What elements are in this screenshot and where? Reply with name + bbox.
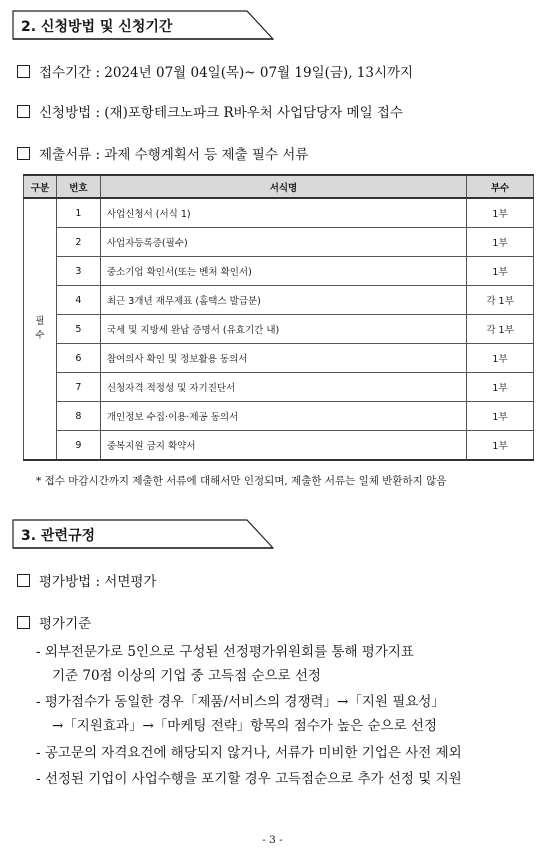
section3-heading (12, 519, 274, 549)
criteria-bullet-continuation: →「지원효과」→「마케팅 전략」항목의 점수가 높은 순으로 선정 (52, 718, 437, 734)
header-form-name: 서식명 (100, 175, 466, 198)
section3-item-evaluation-criteria (17, 612, 91, 632)
table-row (24, 402, 534, 431)
row-copies: 각 1부 (467, 315, 534, 344)
item-text: 평가기준 (39, 616, 92, 632)
row-copies: 1부 (467, 257, 534, 286)
row-form-name: 개인정보 수집·이용·제공 동의서 (100, 402, 466, 431)
row-copies: 1부 (467, 198, 534, 228)
item-text: 평가방법 : 서면평가 (39, 574, 157, 590)
table-footnote: * 접수 마감시간까지 제출한 서류에 대해서만 인정되며, 제출한 서류는 일체 반환하지 않음 (36, 475, 447, 487)
section2-item-documents (17, 143, 308, 163)
table-row (24, 228, 534, 257)
table-row (24, 431, 534, 461)
row-form-name: 최근 3개년 재무제표 (홈택스 발급분) (100, 286, 466, 315)
table-row (24, 344, 534, 373)
row-number: 3 (56, 257, 100, 286)
row-number: 8 (56, 402, 100, 431)
header-category: 구분 (24, 175, 57, 198)
row-copies: 1부 (467, 431, 534, 461)
table-row (24, 198, 534, 228)
page-number: - 3 - (262, 834, 283, 846)
row-number: 4 (56, 286, 100, 315)
checkbox-square-icon (17, 65, 30, 78)
checkbox-square-icon (17, 574, 30, 587)
header-number: 번호 (56, 175, 100, 198)
criteria-bullet: - 공고문의 자격요건에 해당되지 않거나, 서류가 미비한 기업은 사전 제외 (36, 745, 462, 761)
section3-item-evaluation-method (17, 570, 156, 590)
row-number: 5 (56, 315, 100, 344)
group-label-char: 수 (35, 330, 45, 341)
criteria-bullet: - 외부전문가로 5인으로 구성된 선정평가위원회를 통해 평가지표 (36, 644, 414, 660)
table-row (24, 315, 534, 344)
section2-heading (12, 10, 274, 40)
checkbox-square-icon (17, 105, 30, 118)
row-copies: 1부 (467, 402, 534, 431)
criteria-bullet: - 평가점수가 동일한 경우「제품/서비스의 경쟁력」→「지원 필요성」 (36, 694, 445, 710)
row-copies: 1부 (467, 373, 534, 402)
table-row (24, 286, 534, 315)
section2-title: 2. 신청방법 및 신청기간 (21, 19, 173, 35)
row-copies: 각 1부 (467, 286, 534, 315)
row-form-name: 중복지원 금지 확약서 (100, 431, 466, 461)
row-number: 2 (56, 228, 100, 257)
row-copies: 1부 (467, 344, 534, 373)
group-required-cell (24, 198, 57, 460)
row-number: 7 (56, 373, 100, 402)
row-form-name: 참여의사 확인 및 정보활용 동의서 (100, 344, 466, 373)
table-row (24, 373, 534, 402)
row-number: 6 (56, 344, 100, 373)
item-text: 제출서류 : 과제 수행계획서 등 제출 필수 서류 (39, 147, 309, 163)
row-number: 9 (56, 431, 100, 461)
group-label-char: 필 (35, 316, 45, 327)
section3-title: 3. 관련규정 (21, 528, 96, 544)
criteria-bullet-continuation: 기준 70점 이상의 기업 중 고득점 순으로 선정 (52, 668, 321, 684)
row-form-name: 신청자격 적정성 및 자기진단서 (100, 373, 466, 402)
row-form-name: 사업신청서 (서식 1) (100, 198, 466, 228)
required-documents-table (23, 174, 534, 461)
section2-item-receipt-period (17, 61, 413, 81)
table-header-row (24, 175, 534, 198)
checkbox-square-icon (17, 616, 30, 629)
row-number: 1 (56, 198, 100, 228)
row-form-name: 중소기업 확인서(또는 벤처 확인서) (100, 257, 466, 286)
row-copies: 1부 (467, 228, 534, 257)
header-copies: 부수 (467, 175, 534, 198)
criteria-bullet: - 선정된 기업이 사업수행을 포기할 경우 고득점순으로 추가 선정 및 지원 (36, 771, 462, 787)
table-row (24, 257, 534, 286)
section2-item-method (17, 101, 403, 121)
row-form-name: 국세 및 지방세 완납 증명서 (유효기간 내) (100, 315, 466, 344)
item-text: 신청방법 : (재)포항테크노파크 R바우처 사업담당자 메일 접수 (39, 105, 403, 121)
row-form-name: 사업자등록증(필수) (100, 228, 466, 257)
checkbox-square-icon (17, 147, 30, 160)
item-text: 접수기간 : 2024년 07월 04일(목)~ 07월 19일(금), 13시까지 (39, 65, 414, 81)
